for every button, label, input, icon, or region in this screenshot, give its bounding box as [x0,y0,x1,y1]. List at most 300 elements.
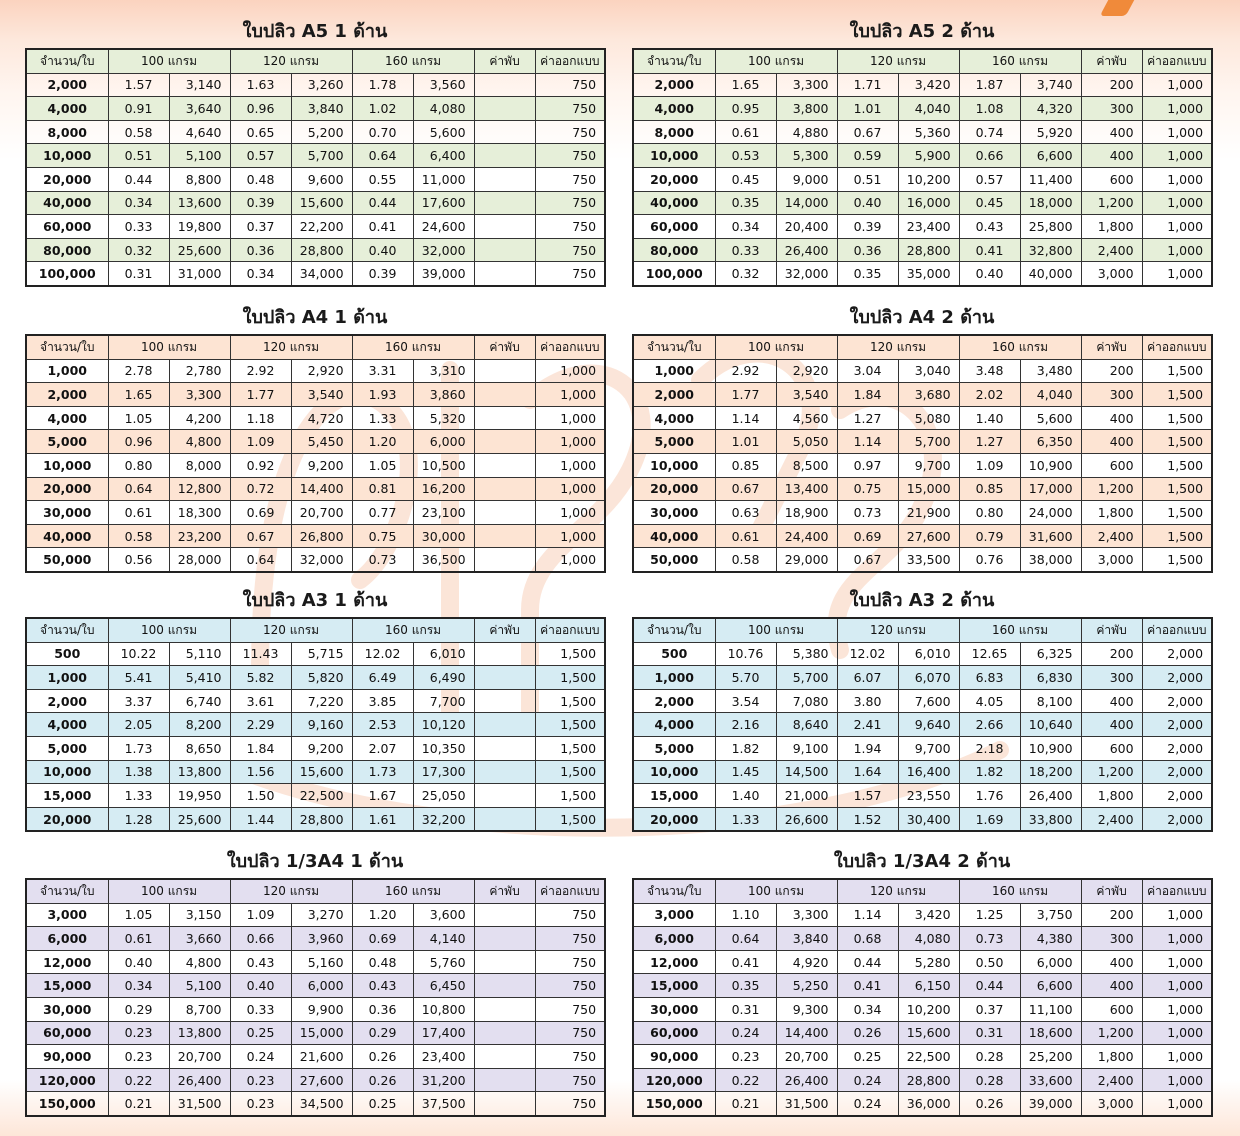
cell-unit-price: 1.20 [352,430,413,454]
cell-total-price: 4,320 [1020,97,1081,121]
cell-unit-price: 0.96 [108,430,169,454]
cell-fold-fee [474,760,535,784]
cell-fold-fee: 1,200 [1081,1021,1142,1045]
cell-total-price: 7,700 [413,689,474,713]
table-row [633,974,1212,998]
cell-unit-price: 1.87 [959,73,1020,97]
cell-unit-price: 6.07 [837,666,898,690]
cell-design-fee: 1,000 [535,430,605,454]
cell-unit-price: 3.85 [352,689,413,713]
table-row [633,760,1212,784]
header-design: ค่าออกแบบ [535,879,605,903]
price-table [632,48,1213,287]
cell-design-fee: 1,000 [535,383,605,407]
cell-quantity: 2,000 [633,73,715,97]
cell-design-fee: 1,000 [1142,950,1212,974]
cell-unit-price: 0.61 [715,524,776,548]
cell-unit-price: 1.56 [230,760,291,784]
header-fold: ค่าพับ [1081,879,1142,903]
header-120gsm: 120 แกรม [230,879,352,903]
cell-total-price: 5,320 [413,406,474,430]
cell-fold-fee [474,548,535,572]
cell-unit-price: 0.66 [230,927,291,951]
cell-total-price: 8,200 [169,713,230,737]
table-row [633,950,1212,974]
header-row [26,618,605,642]
cell-unit-price: 0.35 [715,974,776,998]
cell-total-price: 15,000 [898,477,959,501]
cell-unit-price: 0.33 [108,215,169,239]
cell-design-fee: 1,000 [1142,215,1212,239]
cell-unit-price: 0.44 [352,191,413,215]
table-title: ใบปลิว A5 1 ด้าน [242,21,388,42]
cell-unit-price: 12.02 [352,642,413,666]
cell-quantity: 80,000 [26,238,108,262]
cell-total-price: 9,000 [776,167,837,191]
cell-design-fee: 1,500 [1142,501,1212,525]
cell-design-fee: 750 [535,215,605,239]
cell-total-price: 36,000 [898,1092,959,1116]
cell-unit-price: 0.31 [108,262,169,286]
table-title: ใบปลิว A3 2 ด้าน [849,590,995,611]
header-row [26,49,605,73]
cell-unit-price: 0.73 [959,927,1020,951]
cell-unit-price: 1.61 [352,807,413,831]
cell-fold-fee [474,359,535,383]
cell-design-fee: 1,000 [1142,927,1212,951]
cell-total-price: 32,000 [291,548,352,572]
cell-unit-price: 0.41 [959,238,1020,262]
cell-fold-fee [474,262,535,286]
cell-total-price: 4,140 [413,927,474,951]
cell-total-price: 22,500 [898,1045,959,1069]
cell-unit-price: 1.18 [230,406,291,430]
cell-unit-price: 1.82 [715,736,776,760]
cell-unit-price: 1.05 [108,406,169,430]
cell-total-price: 25,800 [1020,215,1081,239]
cell-fold-fee [474,1068,535,1092]
cell-total-price: 9,900 [291,997,352,1021]
cell-unit-price: 0.48 [230,167,291,191]
cell-unit-price: 0.24 [715,1021,776,1045]
table-row [26,1068,605,1092]
table-row [26,453,605,477]
cell-fold-fee: 200 [1081,73,1142,97]
table-a3-2side [632,577,1212,832]
cell-total-price: 25,600 [169,807,230,831]
cell-total-price: 4,920 [776,950,837,974]
cell-unit-price: 0.43 [230,950,291,974]
table-row [633,713,1212,737]
cell-fold-fee: 400 [1081,120,1142,144]
header-qty: จำนวน/ใบ [633,335,715,359]
cell-quantity: 8,000 [633,120,715,144]
cell-unit-price: 1.09 [230,903,291,927]
cell-quantity: 2,000 [633,689,715,713]
cell-total-price: 5,715 [291,642,352,666]
header-120gsm: 120 แกรม [230,618,352,642]
cell-total-price: 5,820 [291,666,352,690]
cell-unit-price: 0.72 [230,477,291,501]
cell-total-price: 28,800 [898,238,959,262]
cell-quantity: 20,000 [633,807,715,831]
cell-fold-fee: 300 [1081,383,1142,407]
cell-design-fee: 2,000 [1142,784,1212,808]
cell-total-price: 9,200 [291,453,352,477]
cell-total-price: 5,110 [169,642,230,666]
cell-unit-price: 0.59 [837,144,898,168]
header-design: ค่าออกแบบ [1142,335,1212,359]
cell-unit-price: 2.16 [715,713,776,737]
cell-total-price: 4,800 [169,950,230,974]
price-table [25,48,606,287]
cell-fold-fee: 2,400 [1081,238,1142,262]
cell-design-fee: 750 [535,1092,605,1116]
cell-total-price: 35,000 [898,262,959,286]
cell-total-price: 33,500 [898,548,959,572]
cell-unit-price: 0.34 [715,215,776,239]
cell-design-fee: 1,000 [535,453,605,477]
cell-total-price: 4,080 [413,97,474,121]
cell-total-price: 23,200 [169,524,230,548]
cell-quantity: 1,000 [633,666,715,690]
cell-total-price: 15,600 [898,1021,959,1045]
cell-unit-price: 0.69 [230,501,291,525]
cell-quantity: 100,000 [26,262,108,286]
table-row [633,927,1212,951]
cell-total-price: 3,300 [776,73,837,97]
cell-total-price: 5,450 [291,430,352,454]
cell-design-fee: 1,000 [1142,191,1212,215]
cell-total-price: 9,700 [898,736,959,760]
cell-total-price: 6,350 [1020,430,1081,454]
cell-unit-price: 0.33 [230,997,291,1021]
cell-total-price: 6,150 [898,974,959,998]
header-100gsm: 100 แกรม [715,49,837,73]
cell-total-price: 22,200 [291,215,352,239]
table-row [633,73,1212,97]
cell-unit-price: 10.76 [715,642,776,666]
cell-quantity: 5,000 [633,736,715,760]
cell-total-price: 20,700 [776,1045,837,1069]
table-row [633,642,1212,666]
cell-quantity: 8,000 [26,120,108,144]
cell-fold-fee: 400 [1081,430,1142,454]
cell-total-price: 3,800 [776,97,837,121]
cell-fold-fee: 2,400 [1081,807,1142,831]
cell-fold-fee [474,501,535,525]
cell-total-price: 4,560 [776,406,837,430]
table-row [633,406,1212,430]
cell-total-price: 2,780 [169,359,230,383]
cell-total-price: 14,000 [776,191,837,215]
cell-unit-price: 1.02 [352,97,413,121]
cell-unit-price: 3.37 [108,689,169,713]
cell-fold-fee: 1,200 [1081,191,1142,215]
cell-unit-price: 0.69 [352,927,413,951]
cell-unit-price: 6.83 [959,666,1020,690]
cell-quantity: 40,000 [26,191,108,215]
cell-unit-price: 0.35 [715,191,776,215]
table-row [26,903,605,927]
table-title: ใบปลิว 1/3A4 1 ด้าน [226,851,404,872]
cell-fold-fee [474,950,535,974]
cell-design-fee: 1,000 [1142,97,1212,121]
cell-unit-price: 11.43 [230,642,291,666]
cell-unit-price: 0.75 [837,477,898,501]
cell-total-price: 5,700 [291,144,352,168]
cell-total-price: 14,400 [776,1021,837,1045]
cell-quantity: 15,000 [633,784,715,808]
cell-unit-price: 0.80 [959,501,1020,525]
header-100gsm: 100 แกรม [108,49,230,73]
cell-total-price: 5,050 [776,430,837,454]
cell-unit-price: 0.40 [108,950,169,974]
cell-total-price: 21,000 [776,784,837,808]
cell-design-fee: 1,500 [535,642,605,666]
cell-fold-fee [474,1092,535,1116]
cell-total-price: 6,070 [898,666,959,690]
cell-total-price: 24,000 [1020,501,1081,525]
header-row [26,335,605,359]
cell-quantity: 15,000 [633,974,715,998]
table-row [633,215,1212,239]
table-row [633,997,1212,1021]
cell-fold-fee [474,167,535,191]
cell-design-fee: 1,000 [1142,167,1212,191]
cell-quantity: 30,000 [633,501,715,525]
price-table [632,617,1213,832]
header-100gsm: 100 แกรม [108,618,230,642]
header-qty: จำนวน/ใบ [633,49,715,73]
table-row [633,238,1212,262]
cell-fold-fee [474,1021,535,1045]
cell-unit-price: 0.22 [108,1068,169,1092]
cell-fold-fee: 600 [1081,736,1142,760]
header-160gsm: 160 แกรม [959,618,1081,642]
cell-design-fee: 1,000 [535,524,605,548]
cell-design-fee: 1,000 [1142,144,1212,168]
cell-quantity: 2,000 [633,383,715,407]
header-row [26,879,605,903]
cell-total-price: 3,960 [291,927,352,951]
cell-unit-price: 2.07 [352,736,413,760]
cell-fold-fee [474,430,535,454]
cell-total-price: 13,400 [776,477,837,501]
cell-quantity: 150,000 [633,1092,715,1116]
cell-total-price: 11,400 [1020,167,1081,191]
cell-design-fee: 2,000 [1142,736,1212,760]
cell-design-fee: 750 [535,927,605,951]
cell-total-price: 4,880 [776,120,837,144]
cell-design-fee: 750 [535,997,605,1021]
cell-quantity: 10,000 [633,144,715,168]
cell-unit-price: 1.94 [837,736,898,760]
cell-total-price: 19,800 [169,215,230,239]
cell-unit-price: 1.76 [959,784,1020,808]
cell-total-price: 19,950 [169,784,230,808]
cell-quantity: 30,000 [26,997,108,1021]
cell-total-price: 6,325 [1020,642,1081,666]
cell-total-price: 13,800 [169,1021,230,1045]
cell-quantity: 40,000 [633,524,715,548]
cell-total-price: 10,200 [898,167,959,191]
cell-fold-fee: 2,400 [1081,524,1142,548]
cell-quantity: 4,000 [26,97,108,121]
cell-total-price: 23,400 [898,215,959,239]
cell-unit-price: 1.01 [837,97,898,121]
cell-total-price: 27,600 [291,1068,352,1092]
header-120gsm: 120 แกรม [230,49,352,73]
cell-unit-price: 0.43 [959,215,1020,239]
cell-design-fee: 750 [535,974,605,998]
table-row [26,760,605,784]
cell-total-price: 5,900 [898,144,959,168]
cell-fold-fee: 400 [1081,689,1142,713]
cell-design-fee: 1,000 [535,501,605,525]
header-row [633,618,1212,642]
table-row [26,383,605,407]
cell-total-price: 25,200 [1020,1045,1081,1069]
cell-unit-price: 0.67 [837,548,898,572]
cell-unit-price: 1.84 [230,736,291,760]
table-row [633,1092,1212,1116]
cell-quantity: 10,000 [633,760,715,784]
cell-unit-price: 1.01 [715,430,776,454]
cell-total-price: 4,380 [1020,927,1081,951]
cell-unit-price: 2.02 [959,383,1020,407]
cell-design-fee: 2,000 [1142,666,1212,690]
cell-total-price: 10,120 [413,713,474,737]
cell-total-price: 7,600 [898,689,959,713]
cell-unit-price: 0.41 [715,950,776,974]
cell-unit-price: 1.28 [108,807,169,831]
price-table [632,878,1213,1117]
cell-unit-price: 0.53 [715,144,776,168]
cell-unit-price: 1.71 [837,73,898,97]
cell-fold-fee: 1,800 [1081,501,1142,525]
cell-fold-fee: 3,000 [1081,1092,1142,1116]
cell-total-price: 28,800 [291,807,352,831]
cell-total-price: 21,600 [291,1045,352,1069]
cell-total-price: 5,410 [169,666,230,690]
cell-fold-fee: 600 [1081,453,1142,477]
cell-total-price: 23,100 [413,501,474,525]
cell-unit-price: 0.40 [959,262,1020,286]
cell-unit-price: 0.50 [959,950,1020,974]
cell-fold-fee: 1,800 [1081,215,1142,239]
cell-quantity: 3,000 [26,903,108,927]
cell-unit-price: 0.96 [230,97,291,121]
cell-unit-price: 0.36 [837,238,898,262]
cell-unit-price: 0.58 [108,524,169,548]
cell-total-price: 10,500 [413,453,474,477]
cell-unit-price: 0.68 [837,927,898,951]
cell-total-price: 5,160 [291,950,352,974]
cell-total-price: 29,000 [776,548,837,572]
cell-unit-price: 0.61 [108,927,169,951]
cell-unit-price: 12.65 [959,642,1020,666]
cell-unit-price: 0.55 [352,167,413,191]
cell-total-price: 3,540 [776,383,837,407]
table-row [633,191,1212,215]
cell-unit-price: 0.64 [230,548,291,572]
header-120gsm: 120 แกรม [837,879,959,903]
cell-unit-price: 0.26 [837,1021,898,1045]
cell-quantity: 20,000 [26,807,108,831]
cell-total-price: 17,300 [413,760,474,784]
cell-fold-fee [474,784,535,808]
header-row [633,335,1212,359]
cell-total-price: 3,840 [291,97,352,121]
cell-quantity: 90,000 [26,1045,108,1069]
cell-unit-price: 1.57 [837,784,898,808]
cell-total-price: 5,600 [413,120,474,144]
cell-total-price: 3,680 [898,383,959,407]
cell-quantity: 20,000 [633,167,715,191]
price-table [25,878,606,1117]
header-160gsm: 160 แกรม [352,618,474,642]
cell-total-price: 23,400 [413,1045,474,1069]
table-row [26,359,605,383]
cell-unit-price: 6.49 [352,666,413,690]
header-160gsm: 160 แกรม [959,879,1081,903]
cell-design-fee: 750 [535,903,605,927]
cell-total-price: 5,200 [291,120,352,144]
cell-quantity: 60,000 [26,1021,108,1045]
cell-total-price: 3,860 [413,383,474,407]
cell-total-price: 6,400 [413,144,474,168]
cell-total-price: 28,800 [898,1068,959,1092]
cell-total-price: 8,800 [169,167,230,191]
cell-design-fee: 750 [535,1021,605,1045]
cell-unit-price: 2.53 [352,713,413,737]
cell-fold-fee: 300 [1081,97,1142,121]
cell-unit-price: 0.26 [352,1068,413,1092]
cell-unit-price: 0.65 [230,120,291,144]
cell-total-price: 4,800 [169,430,230,454]
cell-unit-price: 0.22 [715,1068,776,1092]
cell-fold-fee: 200 [1081,642,1142,666]
cell-unit-price: 5.82 [230,666,291,690]
cell-total-price: 20,700 [169,1045,230,1069]
cell-total-price: 5,080 [898,406,959,430]
table-a3-1side [25,577,605,832]
cell-unit-price: 1.05 [352,453,413,477]
cell-design-fee: 750 [535,167,605,191]
header-fold: ค่าพับ [474,49,535,73]
cell-quantity: 15,000 [26,784,108,808]
header-120gsm: 120 แกรม [230,335,352,359]
table-row [633,262,1212,286]
cell-unit-price: 0.23 [230,1068,291,1092]
cell-total-price: 15,000 [291,1021,352,1045]
cell-unit-price: 3.80 [837,689,898,713]
cell-unit-price: 0.77 [352,501,413,525]
header-qty: จำนวน/ใบ [26,618,108,642]
cell-unit-price: 0.37 [959,997,1020,1021]
cell-total-price: 3,300 [169,383,230,407]
cell-unit-price: 0.61 [715,120,776,144]
cell-design-fee: 1,000 [1142,1068,1212,1092]
cell-design-fee: 1,000 [1142,1021,1212,1045]
cell-total-price: 3,840 [776,927,837,951]
cell-total-price: 18,000 [1020,191,1081,215]
cell-unit-price: 0.23 [108,1021,169,1045]
cell-total-price: 36,500 [413,548,474,572]
cell-unit-price: 0.34 [837,997,898,1021]
cell-total-price: 6,490 [413,666,474,690]
